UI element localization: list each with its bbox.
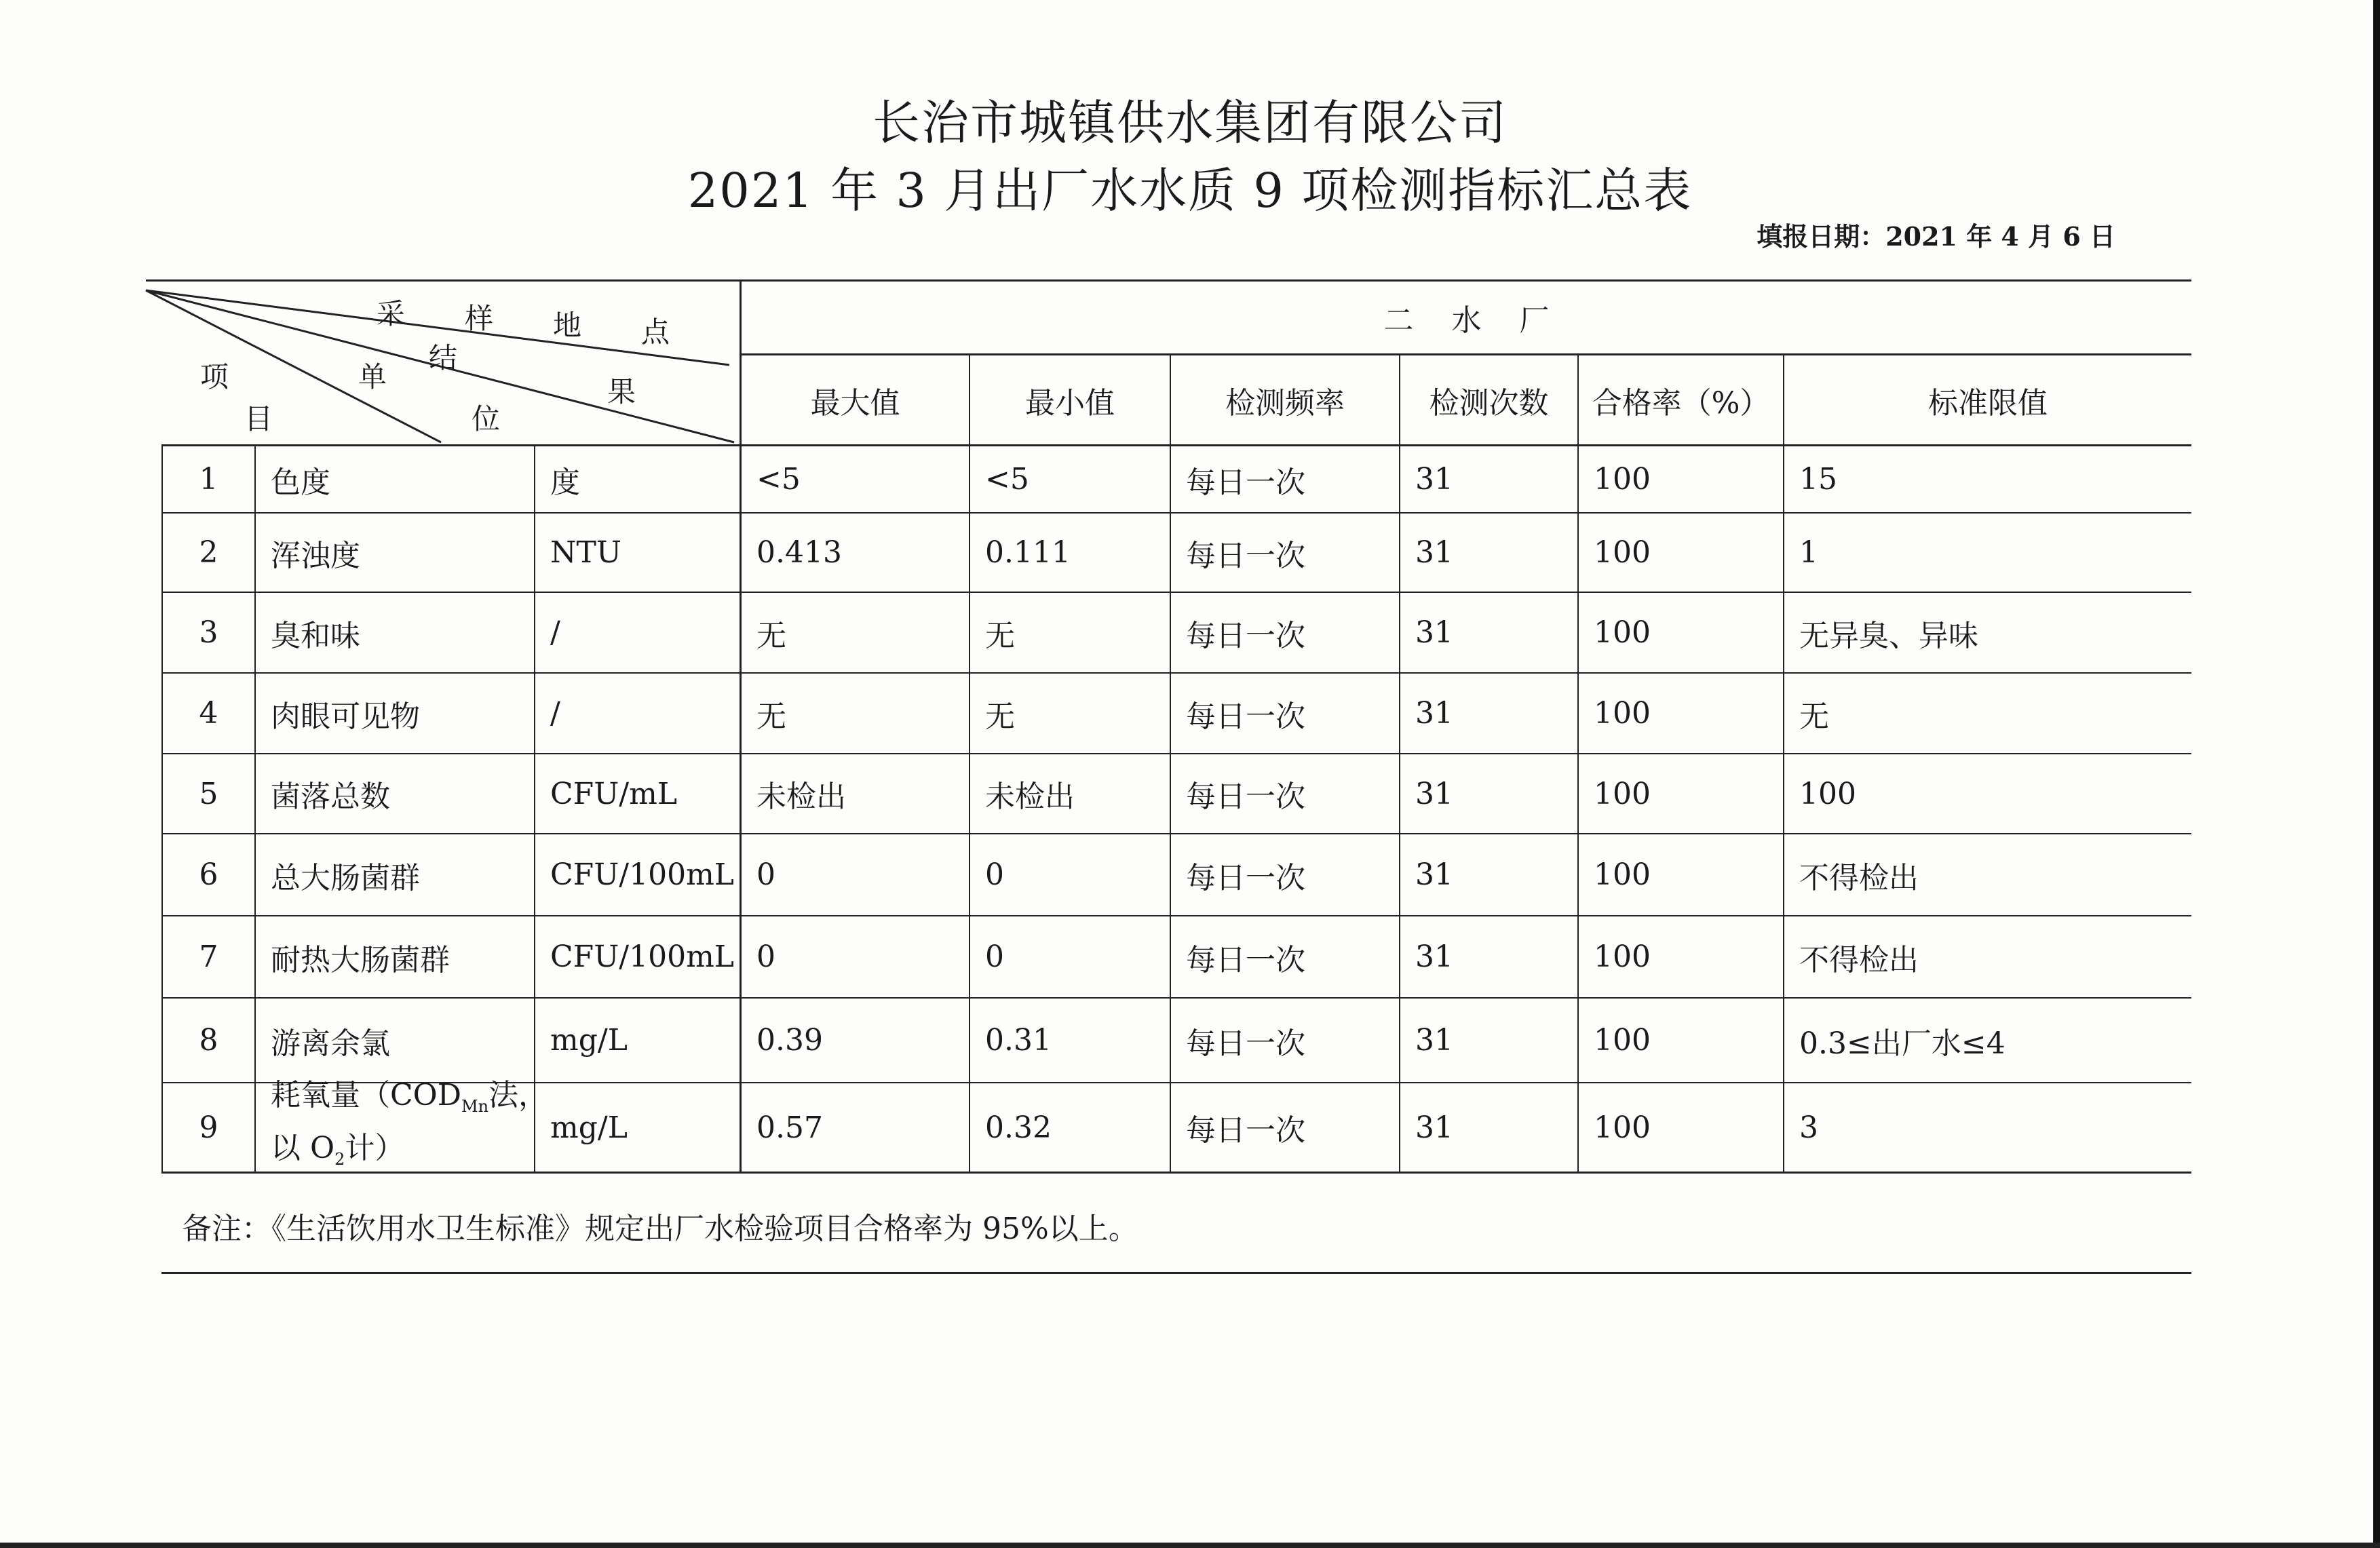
corner-label-sampling-4: 点 xyxy=(641,315,670,349)
row-frequency: 每日一次 xyxy=(1186,942,1305,978)
row-limit: 无 xyxy=(1799,699,1829,734)
column-header-count: 检测次数 xyxy=(1429,385,1549,421)
row-unit: CFU/mL xyxy=(550,776,678,811)
row-pass-rate: 100 xyxy=(1594,462,1651,497)
row-limit: 15 xyxy=(1799,462,1837,497)
row-count: 31 xyxy=(1415,535,1453,570)
row-count: 31 xyxy=(1415,696,1453,731)
row-unit: / xyxy=(550,696,560,731)
row-frequency: 每日一次 xyxy=(1186,1026,1305,1061)
fill-date: 填报日期：2021 年 4 月 6 日 xyxy=(1757,221,2115,252)
row-item: 肉眼可见物 xyxy=(271,699,420,734)
row-item: 色度 xyxy=(271,465,330,500)
corner-label-unit-1: 单 xyxy=(358,360,387,393)
row-min: 未检出 xyxy=(985,779,1075,814)
row-max: 0.57 xyxy=(756,1110,823,1145)
row-item xyxy=(256,1078,549,1172)
row-item: 菌落总数 xyxy=(271,779,390,814)
row-item-line1: 耗氧量（$COD_{Mn}$法， xyxy=(271,1078,549,1116)
row-number: 1 xyxy=(199,462,218,497)
row-number: 8 xyxy=(199,1023,218,1058)
row-max: 无 xyxy=(756,699,786,734)
row-pass-rate: 100 xyxy=(1594,857,1651,892)
row-frequency: 每日一次 xyxy=(1186,465,1305,500)
row-item: 总大肠菌群 xyxy=(271,860,420,895)
row-count: 31 xyxy=(1415,1110,1453,1145)
row-pass-rate: 100 xyxy=(1594,940,1651,974)
corner-label-sampling-3: 地 xyxy=(553,309,582,342)
row-unit: CFU/100mL xyxy=(550,940,735,974)
corner-label-unit-2: 位 xyxy=(472,402,501,436)
row-count: 31 xyxy=(1415,1023,1453,1058)
row-number: 9 xyxy=(199,1110,218,1145)
row-limit: 0.3≤出厂水≤4 xyxy=(1799,1026,2005,1061)
row-frequency: 每日一次 xyxy=(1186,618,1305,653)
column-header-frequency: 检测频率 xyxy=(1225,385,1345,421)
row-limit: 3 xyxy=(1799,1110,1818,1145)
row-pass-rate: 100 xyxy=(1594,1110,1651,1145)
row-unit: 度 xyxy=(550,465,580,500)
column-header-min: 最小值 xyxy=(1025,385,1115,421)
corner-label-sampling-2: 样 xyxy=(465,302,494,335)
row-max: 0.413 xyxy=(756,535,842,570)
remark-note: 备注：《生活饮用水卫生标准》规定出厂水检验项目合格率为 95%以上。 xyxy=(182,1212,1138,1246)
row-min: 0.32 xyxy=(985,1110,1052,1145)
row-frequency: 每日一次 xyxy=(1186,1113,1305,1148)
row-number: 6 xyxy=(199,857,218,892)
row-frequency: 每日一次 xyxy=(1186,699,1305,734)
row-min: 无 xyxy=(985,699,1015,734)
corner-label-result-1: 结 xyxy=(429,341,458,374)
corner-label-item-2: 目 xyxy=(244,402,273,436)
row-max: 无 xyxy=(756,618,786,653)
row-frequency: 每日一次 xyxy=(1186,538,1305,573)
row-pass-rate: 100 xyxy=(1594,615,1651,650)
row-frequency: 每日一次 xyxy=(1186,860,1305,895)
row-pass-rate: 100 xyxy=(1594,535,1651,570)
row-count: 31 xyxy=(1415,615,1453,650)
row-min: 0.31 xyxy=(985,1023,1052,1058)
row-count: 31 xyxy=(1415,857,1453,892)
row-min: <5 xyxy=(985,462,1029,497)
row-min: 0 xyxy=(985,857,1004,892)
row-pass-rate: 100 xyxy=(1594,776,1651,811)
column-header-limit: 标准限值 xyxy=(1928,385,2048,421)
row-limit: 1 xyxy=(1799,535,1818,570)
row-number: 2 xyxy=(199,535,218,570)
row-unit: / xyxy=(550,615,560,650)
document-title: 长治市城镇供水集团有限公司 xyxy=(872,95,1508,151)
row-max: <5 xyxy=(756,462,801,497)
row-number: 4 xyxy=(199,696,218,731)
row-max: 0 xyxy=(756,857,775,892)
plant-header: 二 水 厂 xyxy=(1383,303,1550,338)
row-min: 无 xyxy=(985,618,1015,653)
row-item: 耐热大肠菌群 xyxy=(271,942,450,978)
document-subtitle: 2021 年 3 月出厂水水质 9 项检测指标汇总表 xyxy=(687,163,1693,218)
row-limit: 不得检出 xyxy=(1799,942,1919,978)
row-item: 臭和味 xyxy=(271,618,360,653)
column-header-pass-rate: 合格率（%） xyxy=(1592,385,1770,421)
row-item: 游离余氯 xyxy=(271,1026,390,1061)
corner-label-sampling-1: 采 xyxy=(377,297,406,330)
row-count: 31 xyxy=(1415,462,1453,497)
row-number: 3 xyxy=(199,615,218,650)
row-unit: NTU xyxy=(550,535,621,570)
corner-label-result-2: 果 xyxy=(607,375,636,408)
row-max: 未检出 xyxy=(756,779,846,814)
row-limit: 不得检出 xyxy=(1799,860,1919,895)
column-header-max: 最大值 xyxy=(810,385,900,421)
row-number: 5 xyxy=(199,776,218,811)
row-limit: 100 xyxy=(1799,776,1856,811)
row-number: 7 xyxy=(199,940,218,974)
row-max: 0 xyxy=(756,940,775,974)
row-unit: mg/L xyxy=(550,1023,628,1058)
corner-label-item-1: 项 xyxy=(200,360,229,393)
row-pass-rate: 100 xyxy=(1594,1023,1651,1058)
row-min: 0 xyxy=(985,940,1004,974)
row-unit: mg/L xyxy=(550,1110,628,1145)
row-frequency: 每日一次 xyxy=(1186,779,1305,814)
row-pass-rate: 100 xyxy=(1594,696,1651,731)
row-count: 31 xyxy=(1415,940,1453,974)
row-min: 0.111 xyxy=(985,535,1071,570)
row-item: 浑浊度 xyxy=(271,538,360,573)
row-count: 31 xyxy=(1415,776,1453,811)
row-item-line2: 以 $O_2$计） xyxy=(271,1131,405,1169)
row-unit: CFU/100mL xyxy=(550,857,735,892)
row-limit: 无异臭、异味 xyxy=(1799,618,1978,653)
row-max: 0.39 xyxy=(756,1023,823,1058)
